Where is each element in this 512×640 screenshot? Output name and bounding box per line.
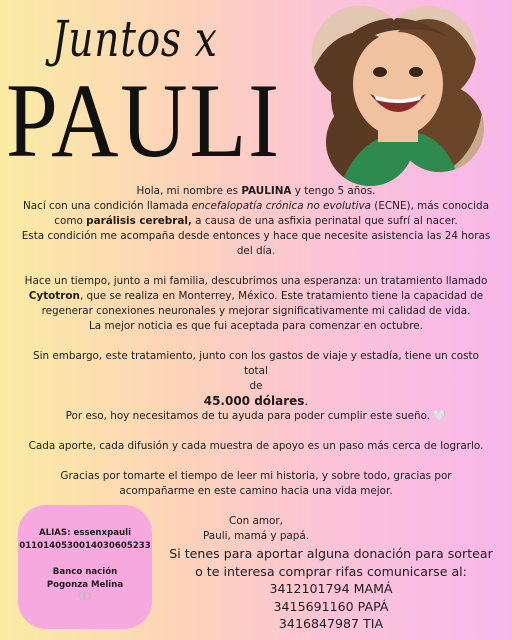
story-line: Cytotron, que se realiza en Monterrey, México. Este tratamiento tiene la capacidad de xyxy=(28,290,484,302)
story-line: Gracias por tomarte el tiempo de leer mi historia, y sobre todo, gracias por xyxy=(60,470,452,482)
amount-line: 45.000 dólares. xyxy=(203,394,309,408)
story-line: acompañarme en este camino hacia una vida mejor. xyxy=(119,485,393,497)
story-line: La mejor noticia es que fui aceptada para comenzar en octubre. xyxy=(89,320,423,332)
story-line: Sin embargo, este tratamiento, junto con los gastos de viaje y estadía, tiene un costo total xyxy=(33,350,479,377)
story-line: Con amor, xyxy=(229,515,283,527)
cbu-text[interactable]: 0110140530014030605233 xyxy=(19,541,151,551)
contact-info xyxy=(168,545,494,633)
bank-name: Banco nación xyxy=(52,567,118,577)
bank-info-card xyxy=(18,505,152,629)
name-title: PAULI xyxy=(6,62,281,179)
story-text xyxy=(20,184,492,544)
child-photo xyxy=(298,2,488,192)
story-line: regenerar conexiones neuronales y mejorar significativamente mi calidad de vida. xyxy=(41,305,471,317)
alias-text[interactable]: ALIAS: essenxpauli xyxy=(38,528,132,538)
story-line: Por eso, hoy necesitamos de tu ayuda para poder cumplir este sueño. 🤍 xyxy=(65,410,447,422)
story-line: del día. xyxy=(236,245,276,257)
child-portrait-icon xyxy=(298,2,488,192)
contact-line: o te interesa comprar rifas comunicarse al: xyxy=(195,563,467,579)
phone-papa[interactable]: 3415691160 PAPÁ xyxy=(273,598,389,614)
story-line: Nací con una condición llamada encefalopatía crónica no evolutiva (ECNE), más conocida xyxy=(23,200,489,212)
heart-icon: 🤍 xyxy=(433,410,447,422)
story-line: Hola, mi nombre es PAULINA y tengo 5 años. xyxy=(136,185,376,197)
story-line: de xyxy=(249,380,263,392)
story-line: Pauli, mamá y papá. xyxy=(202,530,310,542)
story-line: Cada aporte, cada difusión y cada muestra de apoyo es un paso más cerca de lograrlo. xyxy=(28,440,484,452)
phone-mama[interactable]: 3412101794 MAMÁ xyxy=(269,581,393,596)
copy-icon xyxy=(18,592,152,605)
phone-tia[interactable]: 3416847987 TIA xyxy=(278,616,384,631)
account-holder: Pogonza Melina xyxy=(46,580,124,590)
story-line: Hace un tiempo, junto a mi familia, descubrimos una esperanza: un tratamiento llamado xyxy=(24,275,488,287)
story-line: Esta condición me acompaña desde entonces y hace que necesite asistencia las 24 horas xyxy=(21,230,491,242)
contact-line: Si tenes para aportar alguna donación para sortear xyxy=(169,546,493,561)
story-line: como parálisis cerebral, a causa de una asfixia perinatal que sufrí al nacer. xyxy=(54,215,458,227)
script-title: Juntos x xyxy=(52,10,218,68)
